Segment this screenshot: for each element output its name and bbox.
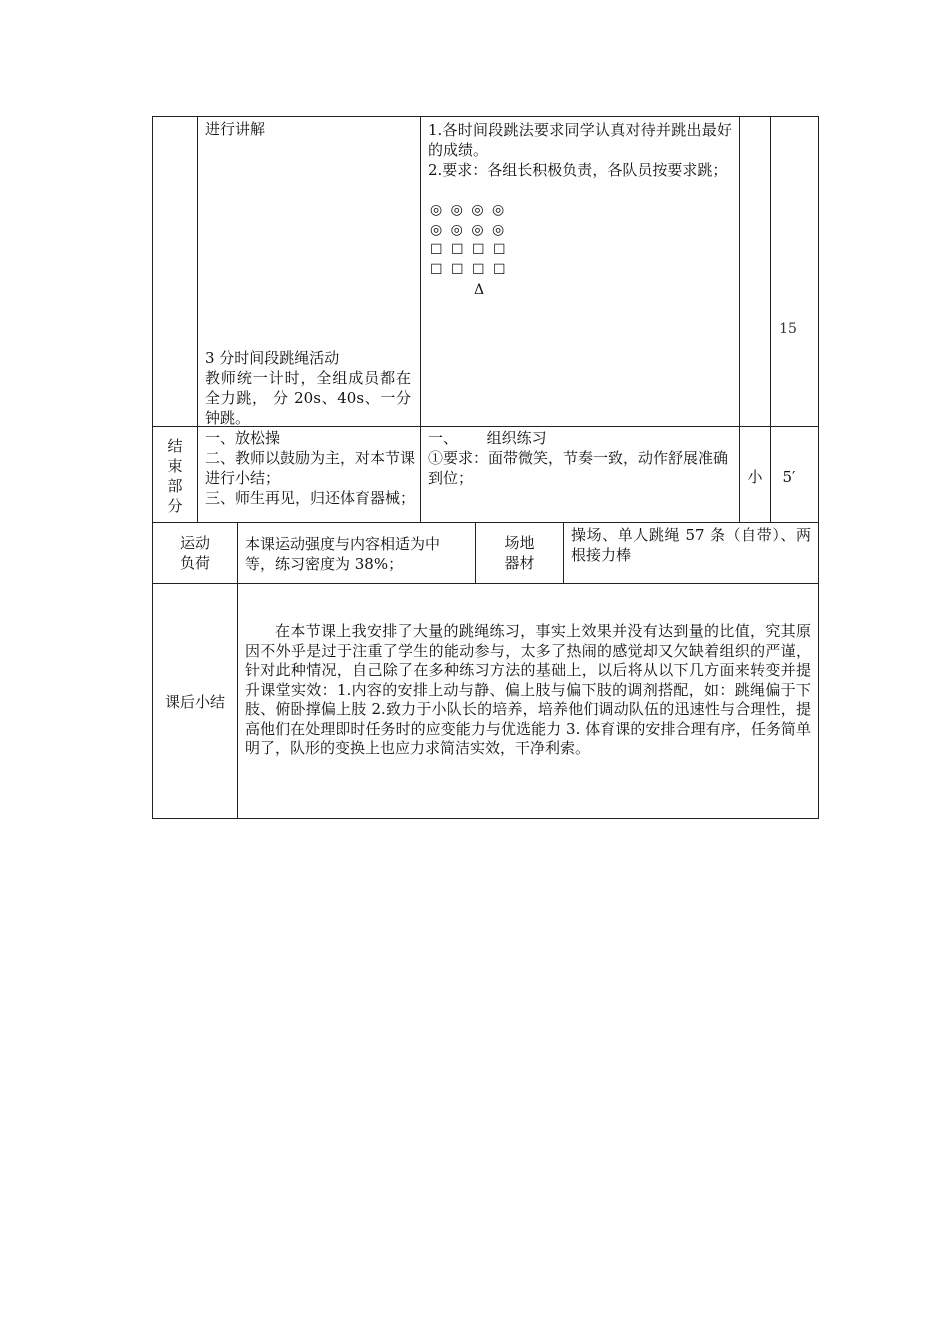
top-time-value: 15 [779,321,797,337]
venue-text: 操场、单人跳绳 57 条（自带）、两根接力棒 [571,526,811,564]
formation-diagram [430,200,508,300]
formation-row: ☐ ☐ ☐ ☐ [430,242,508,258]
summary-text: 在本节课上我安排了大量的跳绳练习，事实上效果并没有达到量的比值，究其原因不外乎是过于注重了学生的能动参与，太多了热闹的感觉却又欠缺着组织的严谨，针对此种情况，自己除了在多种练习方法的基础上，以后将从以下几方面来转变并提升课堂实效：1.内容的安排上动与静、偏上肢与偏下肢的调剂搭配，如：跳绳偏于下肢、俯卧撑偏上肢 2.致力于小队长的培养，培养他们调动队伍的迅速性与合理性，提高他们在处理即时任务时的应变能力与优选能力 3. 体育课的安排合理有序，任务简单明了，队形的变换上也应力求简洁实效，干净利索。 [245,622,811,757]
ending-section-label: 结 束 部 分 [167,437,183,515]
top-org-line1: 1.各时间段跳法要求同学认真对待并跳出最好的成绩。 [428,121,732,159]
ending-intensity-value: 小 [747,468,763,486]
formation-row: ◎ ◎ ◎ ◎ [430,202,507,218]
venue-label: 场地 器材 [504,534,535,572]
top-time-cell [770,116,819,427]
load-label: 运动 负荷 [179,534,210,572]
teacher-marker: Δ [474,282,487,298]
ending-content-text: 一、放松操 二、教师以鼓励为主，对本节课进行小结； 三、师生再见，归还体育器械； [205,429,416,507]
top-label-cell [152,116,198,427]
formation-row: ◎ ◎ ◎ ◎ [430,222,507,238]
top-activity-title: 3 分时间段跳绳活动 [205,349,340,367]
load-text: 本课运动强度与内容相适为中等，练习密度为 38%； [245,535,441,573]
summary-label: 课后小结 [164,693,225,711]
ending-organization-text: 一、 组织练习 ①要求：面带微笑，节奏一致，动作舒展准确到位； [428,429,729,487]
top-content-text: 进行讲解 [205,120,266,138]
top-activity-body: 教师统一计时，全组成员都在全力跳， 分 20s、40s、一分钟跳。 [205,369,411,427]
formation-row: ☐ ☐ ☐ ☐ [430,262,508,278]
top-org-line2: 2.要求：各组长积极负责，各队员按要求跳； [428,161,728,179]
ending-time-value: 5′ [782,468,796,486]
top-intensity-cell [739,116,771,427]
